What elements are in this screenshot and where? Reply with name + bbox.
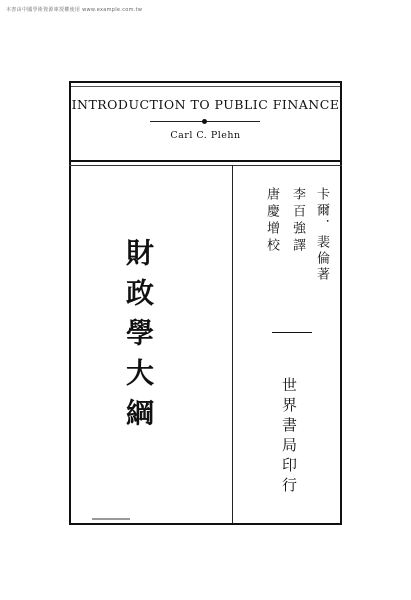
publisher: 世界書局印行 [280,377,298,497]
header-divider-thin [69,165,342,166]
print-smudge [92,518,130,520]
watermark-stamp: 本書由中國學術資源庫授權使用 www.example.com.tw [6,7,143,13]
header-divider [69,160,342,162]
cover-frame [69,81,342,525]
publisher-rule [272,332,312,333]
ornament-dot [202,119,207,124]
english-title: INTRODUCTION TO PUBLIC FINANCE [71,97,340,112]
english-author: Carl C. Plehn [170,130,241,141]
credit-author: 卡爾．裴倫著 [314,187,329,283]
credit-reviser: 唐慶增校 [264,187,279,255]
column-divider [232,165,233,523]
credit-translator: 李百強譯 [290,187,305,255]
chinese-title: 財政學大綱 [122,238,155,438]
frame-inner-rule [71,86,340,87]
